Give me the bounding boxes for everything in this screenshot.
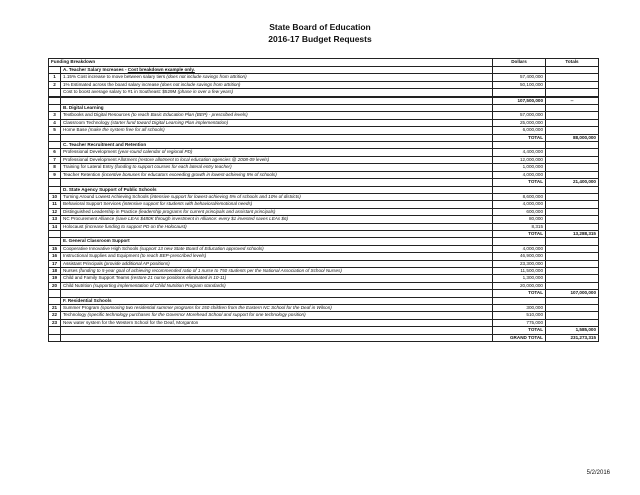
section-f-header <box>49 297 599 304</box>
header-totals: Totals <box>546 59 599 67</box>
table-row <box>49 208 599 215</box>
total-label: TOTAL <box>493 327 546 334</box>
table-row <box>49 81 599 88</box>
item-label: Training for Lateral Entry <box>63 164 115 170</box>
item-label: Cooperative Innovative High Schools <box>63 245 140 251</box>
item-note: (increase funding to support PD on the Holocaust) <box>84 223 187 229</box>
item-dollars: 1,000,000 <box>493 164 546 171</box>
item-label: Holocaust <box>63 223 85 229</box>
item-dollars: 57,400,000 <box>493 74 546 81</box>
item-label: Cost to boost average salary to #1 in Southeast: $529M <box>63 89 178 95</box>
item-label: Turning Around Lowest Achieving Schools <box>63 193 150 199</box>
item-note: (save LEAs $480K through investment in Alliance: every $1 invested saves LEAs $6) <box>115 216 289 222</box>
item-note: (leadership programs for current principals and assistant principals) <box>138 208 276 214</box>
row-number: 7 <box>49 156 61 163</box>
table-row <box>49 112 599 119</box>
item-note: (sponsoring two residential summer programs for 150 children from the Eastern NC School for the Deaf in Wilson) <box>100 305 332 310</box>
section-e-header <box>49 238 599 245</box>
item-note: (make the system free for all schools) <box>88 127 165 133</box>
item-label: 1.15% Cost increase to move between salary tiers <box>63 74 167 80</box>
section-d-total-row <box>49 230 599 237</box>
item-label: Child and Family Support Teams <box>63 275 131 281</box>
table-row <box>49 201 599 208</box>
total-label: TOTAL <box>493 290 546 297</box>
item-note: (intensive support for lowest-achieving 5% of schools and 10% of districts) <box>149 193 301 199</box>
item-note: (starter fund toward Digital Learning Plan implementation) <box>110 119 229 125</box>
item-label: Classroom Technology <box>63 119 111 125</box>
section-total: 88,000,000 <box>546 134 599 141</box>
section-a-total-row <box>49 97 599 104</box>
header-breakdown: Funding Breakdown <box>49 59 493 67</box>
item-dollars: 12,000,000 <box>493 156 546 163</box>
item-label: Home Base <box>63 127 89 133</box>
item-dollars: 25,000,000 <box>493 119 546 126</box>
document-subtitle: 2016-17 Budget Requests <box>268 34 372 44</box>
row-number: 15 <box>49 245 61 252</box>
section-total: 107,000,000 <box>546 290 599 297</box>
item-note: (funding to support courses for each lateral entry teacher) <box>114 164 232 170</box>
item-dollars: 57,000,000 <box>493 112 546 119</box>
row-number: 23 <box>49 319 61 326</box>
section-b-total-row <box>49 134 599 141</box>
item-dollars: 80,000 <box>493 216 546 223</box>
section-subtotal: 107,500,000 <box>493 97 546 104</box>
section-c-total-row <box>49 179 599 186</box>
item-note: (to reach BEP-prescribed levels) <box>140 253 207 259</box>
header-row <box>49 59 599 67</box>
section-title: A. Teacher Salary Increases - <box>63 67 128 72</box>
item-dollars: 4,000,000 <box>493 245 546 252</box>
row-number: 6 <box>49 149 61 156</box>
section-a-header <box>49 67 599 74</box>
section-b-header <box>49 105 599 112</box>
grand-total-label: GRAND TOTAL <box>493 334 546 341</box>
item-note: (support 13 new State Board of Education approved schools) <box>139 245 264 251</box>
item-dollars: 4,000,000 <box>493 201 546 208</box>
section-total: -- <box>546 97 599 104</box>
section-title: D. State Agency Support of Public Schools <box>61 186 493 193</box>
table-row <box>49 245 599 252</box>
item-label: Child Nutrition <box>63 282 94 288</box>
item-label: Teacher Retention <box>63 171 102 177</box>
section-title: B. Digital Learning <box>61 105 493 112</box>
item-dollars: 50,100,000 <box>493 81 546 88</box>
item-note: (incentive bonuses for educators exceeding growth in lowest-achieving 5% of schools) <box>101 171 277 177</box>
table-row <box>49 305 599 312</box>
table-row <box>49 267 599 274</box>
item-label: Textbooks and Digital Resources <box>63 112 132 118</box>
item-note: (does not include savings from attrition) <box>166 74 247 80</box>
table-row <box>49 275 599 282</box>
section-title-link: Cost breakdown example only. <box>127 67 195 72</box>
section-title: E. General Classroom Support <box>61 238 493 245</box>
item-dollars: 775,000 <box>493 319 546 326</box>
table-row <box>49 156 599 163</box>
item-note: (year-round calendar of regional PD) <box>117 149 193 155</box>
row-number: 12 <box>49 208 61 215</box>
section-c-header <box>49 142 599 149</box>
item-dollars: 1,300,000 <box>493 275 546 282</box>
row-number: 16 <box>49 253 61 260</box>
section-total: 13,288,315 <box>546 230 599 237</box>
item-dollars: 11,500,000 <box>493 267 546 274</box>
total-label: TOTAL <box>493 134 546 141</box>
row-number: 10 <box>49 193 61 200</box>
table-row <box>49 74 599 81</box>
item-dollars: 8,315 <box>493 223 546 230</box>
row-number: 13 <box>49 216 61 223</box>
table-row <box>49 149 599 156</box>
row-number: 3 <box>49 112 61 119</box>
item-dollars: 23,300,000 <box>493 260 546 267</box>
table-row <box>49 216 599 223</box>
item-dollars: 46,900,000 <box>493 253 546 260</box>
item-note: (phase in over a few years) <box>177 89 234 95</box>
section-d-header <box>49 186 599 193</box>
item-label: Technology <box>63 312 88 318</box>
table-row <box>49 260 599 267</box>
table-row <box>49 89 599 96</box>
item-dollars: 510,000 <box>493 312 546 319</box>
item-note: (intensive support for students with behavioral/emotional needs) <box>122 201 253 207</box>
item-dollars: 4,400,000 <box>493 149 546 156</box>
row-number: 19 <box>49 275 61 282</box>
item-label: Distinguished Leadership in Practice <box>63 208 139 214</box>
item-note: (supporting implementation of Child Nutrition Program standards) <box>93 282 226 288</box>
item-dollars: 4,000,000 <box>493 171 546 178</box>
table-row <box>49 253 599 260</box>
item-note: (restore allotment to local education agencies @ 2008-09 levels) <box>138 156 270 162</box>
item-dollars: 6,000,000 <box>493 127 546 134</box>
section-title: F. Residential Schools <box>61 297 493 304</box>
item-label: Assistant Principals <box>63 260 105 266</box>
row-number: 17 <box>49 260 61 267</box>
row-number: 5 <box>49 127 61 134</box>
document-title: State Board of Education <box>269 22 371 32</box>
section-total: 1,585,000 <box>546 327 599 334</box>
total-label: TOTAL <box>493 179 546 186</box>
row-number: 18 <box>49 267 61 274</box>
item-note: (restore 21 nurse positions eliminated in 10-11) <box>130 275 227 281</box>
row-number: 14 <box>49 223 61 230</box>
row-number: 21 <box>49 305 61 312</box>
item-label: 1% Estimated across the board salary increase <box>63 81 161 87</box>
table-row <box>49 127 599 134</box>
item-note: (does not include savings from attrition) <box>160 81 241 87</box>
section-total: 21,400,000 <box>546 179 599 186</box>
table-row <box>49 319 599 326</box>
item-note: (to reach Basic Education Plan (BEP) - prescribed levels) <box>131 112 248 118</box>
item-label: Summer Program <box>63 305 101 310</box>
item-dollars: 8,600,000 <box>493 193 546 200</box>
item-label: Professional Development <box>63 149 118 155</box>
row-number: 11 <box>49 201 61 208</box>
total-label: TOTAL <box>493 230 546 237</box>
budget-table <box>48 58 599 342</box>
table-row <box>49 171 599 178</box>
table-row <box>49 119 599 126</box>
row-number: 2 <box>49 81 61 88</box>
item-dollars: 20,000,000 <box>493 282 546 289</box>
table-row <box>49 193 599 200</box>
item-label: Professional Development Allotment <box>63 156 139 162</box>
row-number: 4 <box>49 119 61 126</box>
grand-total-row <box>49 334 599 341</box>
table-row <box>49 312 599 319</box>
item-dollars: 600,000 <box>493 208 546 215</box>
section-title: C. Teacher Recruitment and Retention <box>61 142 493 149</box>
section-e-total-row <box>49 290 599 297</box>
grand-total-value: 231,273,315 <box>546 334 599 341</box>
row-number: 22 <box>49 312 61 319</box>
row-number: 20 <box>49 282 61 289</box>
item-note: (provide additional AP positions) <box>104 260 170 266</box>
item-note: (specific technology purchases for the Governor Morehead School and support for one technology position) <box>87 312 306 318</box>
row-number: 1 <box>49 74 61 81</box>
row-number: 9 <box>49 171 61 178</box>
section-f-total-row <box>49 327 599 334</box>
item-note: (funding to 5-year goal of achieving recommended ratio of 1 nurse to 750 students per the National Association of School Nurses) <box>78 267 342 273</box>
table-row <box>49 282 599 289</box>
row-number: 8 <box>49 164 61 171</box>
item-label: Nurses <box>63 267 79 273</box>
table-row <box>49 164 599 171</box>
table-row <box>49 223 599 230</box>
item-label: Instructional Supplies and Equipment <box>63 253 141 259</box>
item-label: New water system for the Western School for the Deaf, Morganton <box>61 319 493 326</box>
document-date: 5/2/2016 <box>586 470 610 476</box>
item-label: NC Procurement Alliance <box>63 216 116 222</box>
item-label: Behavioral Support Services <box>63 201 123 207</box>
item-dollars: 300,000 <box>493 305 546 312</box>
header-dollars: Dollars <box>493 59 546 67</box>
